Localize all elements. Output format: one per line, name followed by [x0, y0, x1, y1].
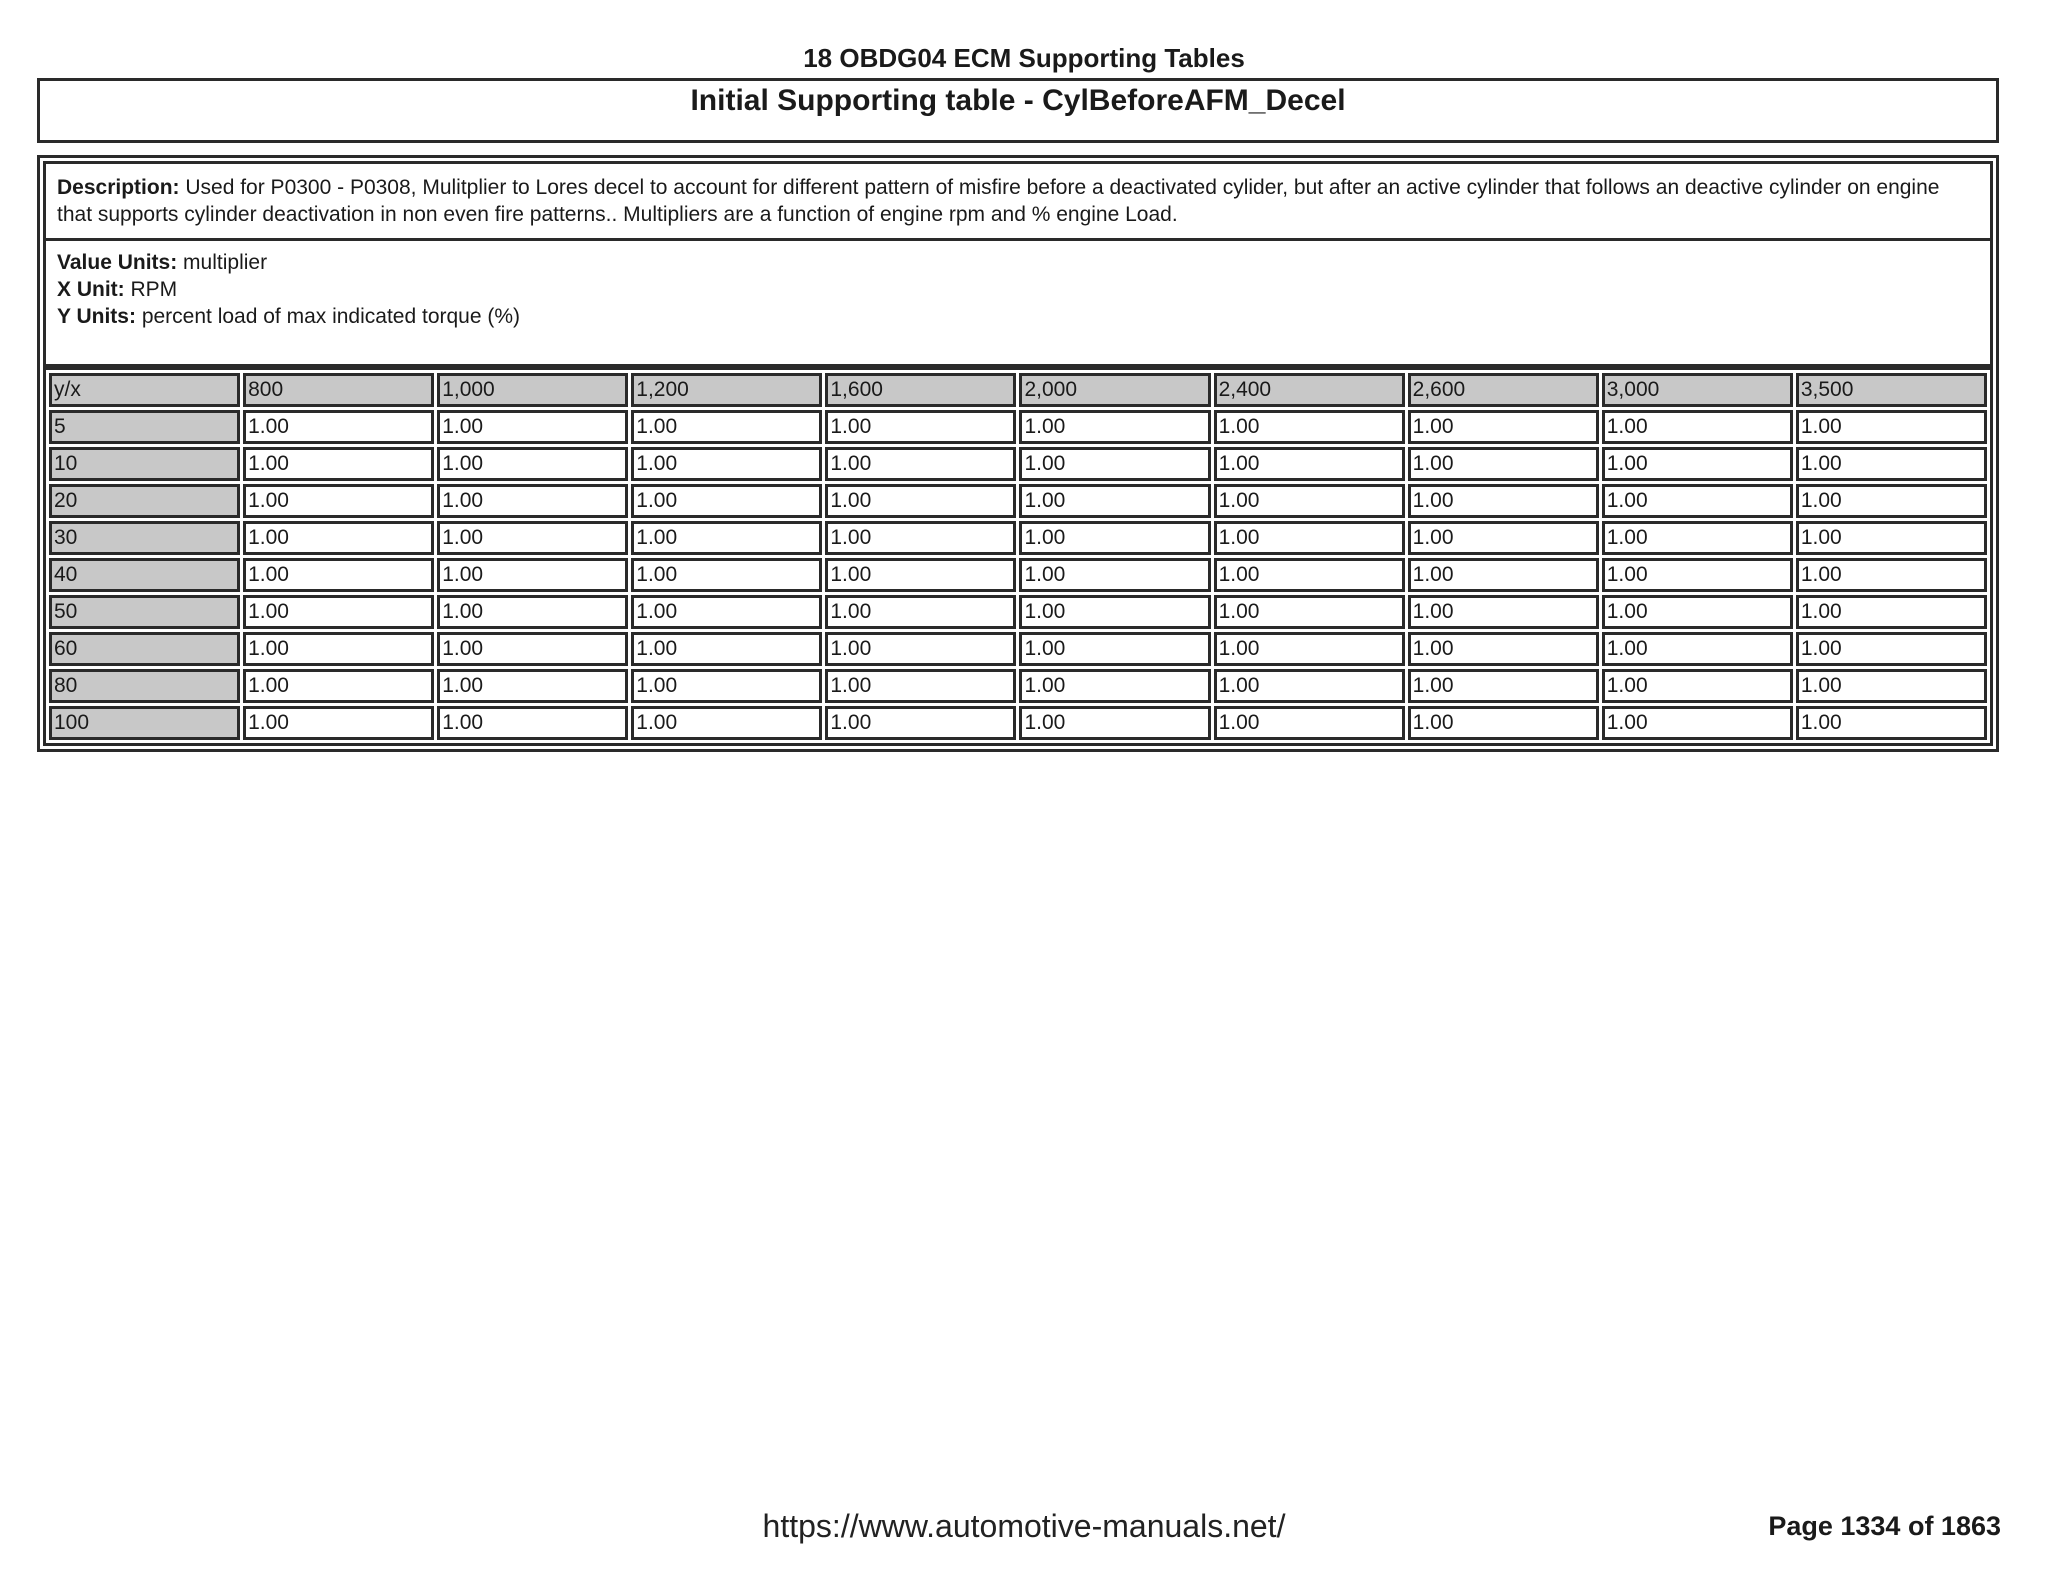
- row-header: 60: [49, 632, 240, 666]
- table-cell: 1.00: [1408, 447, 1599, 481]
- table-cell: 1.00: [243, 632, 434, 666]
- table-cell: 1.00: [437, 410, 628, 444]
- table-cell: 1.00: [1019, 521, 1210, 555]
- table-cell: 1.00: [631, 706, 822, 740]
- table-cell: 1.00: [825, 447, 1016, 481]
- table-cell: 1.00: [1214, 410, 1405, 444]
- table-cell: 1.00: [243, 447, 434, 481]
- table-cell: 1.00: [1602, 410, 1793, 444]
- value-units-line: [57, 249, 1979, 276]
- column-header: 3,500: [1796, 373, 1987, 407]
- table-cell: 1.00: [1214, 595, 1405, 629]
- table-cell: 1.00: [1019, 484, 1210, 518]
- table-row: [49, 706, 1987, 740]
- table-header-row: [49, 373, 1987, 407]
- table-cell: 1.00: [437, 632, 628, 666]
- table-cell: 1.00: [1214, 706, 1405, 740]
- table-cell: 1.00: [1214, 447, 1405, 481]
- table-cell: 1.00: [243, 595, 434, 629]
- table-cell: 1.00: [1408, 595, 1599, 629]
- table-cell: 1.00: [1602, 484, 1793, 518]
- table-cell: 1.00: [631, 558, 822, 592]
- table-cell: 1.00: [1408, 410, 1599, 444]
- table-title: Initial Supporting table - CylBeforeAFM_Decel: [37, 78, 1999, 143]
- table-cell: 1.00: [1408, 558, 1599, 592]
- table-cell: 1.00: [1214, 669, 1405, 703]
- table-cell: 1.00: [1408, 521, 1599, 555]
- table-row: [49, 521, 1987, 555]
- table-cell: 1.00: [1408, 706, 1599, 740]
- table-cell: 1.00: [243, 706, 434, 740]
- table-row: [49, 558, 1987, 592]
- row-header: 5: [49, 410, 240, 444]
- table-cell: 1.00: [1602, 595, 1793, 629]
- table-cell: 1.00: [437, 558, 628, 592]
- table-cell: 1.00: [1796, 669, 1987, 703]
- table-row: [49, 484, 1987, 518]
- table-cell: 1.00: [243, 410, 434, 444]
- table-cell: 1.00: [1214, 484, 1405, 518]
- table-cell: 1.00: [437, 669, 628, 703]
- row-header: 100: [49, 706, 240, 740]
- page-number: Page 1334 of 1863: [1768, 1511, 2001, 1541]
- table-cell: 1.00: [1602, 632, 1793, 666]
- y-units-line: [57, 303, 1979, 330]
- column-header: 1,000: [437, 373, 628, 407]
- table-cell: 1.00: [1019, 447, 1210, 481]
- column-header: 2,400: [1214, 373, 1405, 407]
- table-cell: 1.00: [825, 558, 1016, 592]
- table-cell: 1.00: [1796, 558, 1987, 592]
- row-header: 30: [49, 521, 240, 555]
- table-cell: 1.00: [1408, 484, 1599, 518]
- table-cell: 1.00: [631, 521, 822, 555]
- table-row: [49, 669, 1987, 703]
- table-cell: 1.00: [1602, 558, 1793, 592]
- table-cell: 1.00: [631, 484, 822, 518]
- table-cell: 1.00: [1796, 484, 1987, 518]
- row-header: 10: [49, 447, 240, 481]
- row-header: 40: [49, 558, 240, 592]
- table-cell: 1.00: [1602, 669, 1793, 703]
- table-row: [49, 632, 1987, 666]
- value-units-text: multiplier: [183, 251, 268, 274]
- table-cell: 1.00: [437, 706, 628, 740]
- column-header: 1,600: [825, 373, 1016, 407]
- description-text: Used for P0300 - P0308, Mulitplier to Lores decel to account for different pattern of misfire before a deactivated cylider, but after an active cylinder that follows an deactive cylinder on engine that supports cylinder deactivation in non even fire patterns.. Multipliers are a function of engine rpm and % engine Load.: [57, 176, 1940, 226]
- table-cell: 1.00: [825, 484, 1016, 518]
- table-cell: 1.00: [243, 484, 434, 518]
- table-info-box: [37, 155, 1999, 752]
- table-cell: 1.00: [437, 521, 628, 555]
- row-header: 80: [49, 669, 240, 703]
- value-units-label: Value Units:: [57, 251, 178, 274]
- corner-cell: y/x: [49, 373, 240, 407]
- units-section: [43, 241, 1993, 367]
- table-cell: 1.00: [1796, 521, 1987, 555]
- table-cell: 1.00: [1019, 706, 1210, 740]
- footer-url: https://www.automotive-manuals.net/: [762, 1508, 1286, 1544]
- table-cell: 1.00: [825, 669, 1016, 703]
- table-cell: 1.00: [825, 706, 1016, 740]
- table-cell: 1.00: [1408, 669, 1599, 703]
- column-header: 2,000: [1019, 373, 1210, 407]
- table-cell: 1.00: [1408, 632, 1599, 666]
- row-header: 50: [49, 595, 240, 629]
- table-cell: 1.00: [631, 447, 822, 481]
- table-cell: 1.00: [1019, 558, 1210, 592]
- table-cell: 1.00: [437, 484, 628, 518]
- table-cell: 1.00: [1796, 410, 1987, 444]
- row-header: 20: [49, 484, 240, 518]
- column-header: 3,000: [1602, 373, 1793, 407]
- table-cell: 1.00: [825, 410, 1016, 444]
- column-header: 800: [243, 373, 434, 407]
- table-cell: 1.00: [1019, 410, 1210, 444]
- table-cell: 1.00: [437, 595, 628, 629]
- lookup-table: [43, 367, 1993, 746]
- column-header: 2,600: [1408, 373, 1599, 407]
- table-cell: 1.00: [1214, 558, 1405, 592]
- table-cell: 1.00: [631, 669, 822, 703]
- table-cell: 1.00: [1796, 706, 1987, 740]
- table-cell: 1.00: [1602, 447, 1793, 481]
- table-cell: 1.00: [243, 558, 434, 592]
- table-cell: 1.00: [243, 521, 434, 555]
- column-header: 1,200: [631, 373, 822, 407]
- table-cell: 1.00: [631, 410, 822, 444]
- table-cell: 1.00: [1796, 595, 1987, 629]
- table-cell: 1.00: [825, 595, 1016, 629]
- table-cell: 1.00: [1602, 706, 1793, 740]
- table-cell: 1.00: [1019, 595, 1210, 629]
- table-cell: 1.00: [437, 447, 628, 481]
- description-section: [43, 161, 1993, 241]
- table-cell: 1.00: [825, 632, 1016, 666]
- x-unit-label: X Unit:: [57, 278, 125, 301]
- document-header: 18 OBDG04 ECM Supporting Tables: [803, 43, 1245, 73]
- table-row: [49, 447, 1987, 481]
- table-cell: 1.00: [1019, 669, 1210, 703]
- table-cell: 1.00: [1796, 447, 1987, 481]
- x-unit-line: [57, 276, 1979, 303]
- description-label: Description:: [57, 176, 180, 199]
- table-cell: 1.00: [1019, 632, 1210, 666]
- table-cell: 1.00: [631, 632, 822, 666]
- table-cell: 1.00: [631, 595, 822, 629]
- y-units-text: percent load of max indicated torque (%): [141, 305, 521, 328]
- table-cell: 1.00: [1214, 521, 1405, 555]
- y-units-label: Y Units:: [57, 305, 136, 328]
- table-row: [49, 595, 1987, 629]
- table-cell: 1.00: [1214, 632, 1405, 666]
- table-cell: 1.00: [1796, 632, 1987, 666]
- table-cell: 1.00: [1602, 521, 1793, 555]
- x-unit-text: RPM: [130, 278, 178, 301]
- table-cell: 1.00: [825, 521, 1016, 555]
- table-cell: 1.00: [243, 669, 434, 703]
- table-row: [49, 410, 1987, 444]
